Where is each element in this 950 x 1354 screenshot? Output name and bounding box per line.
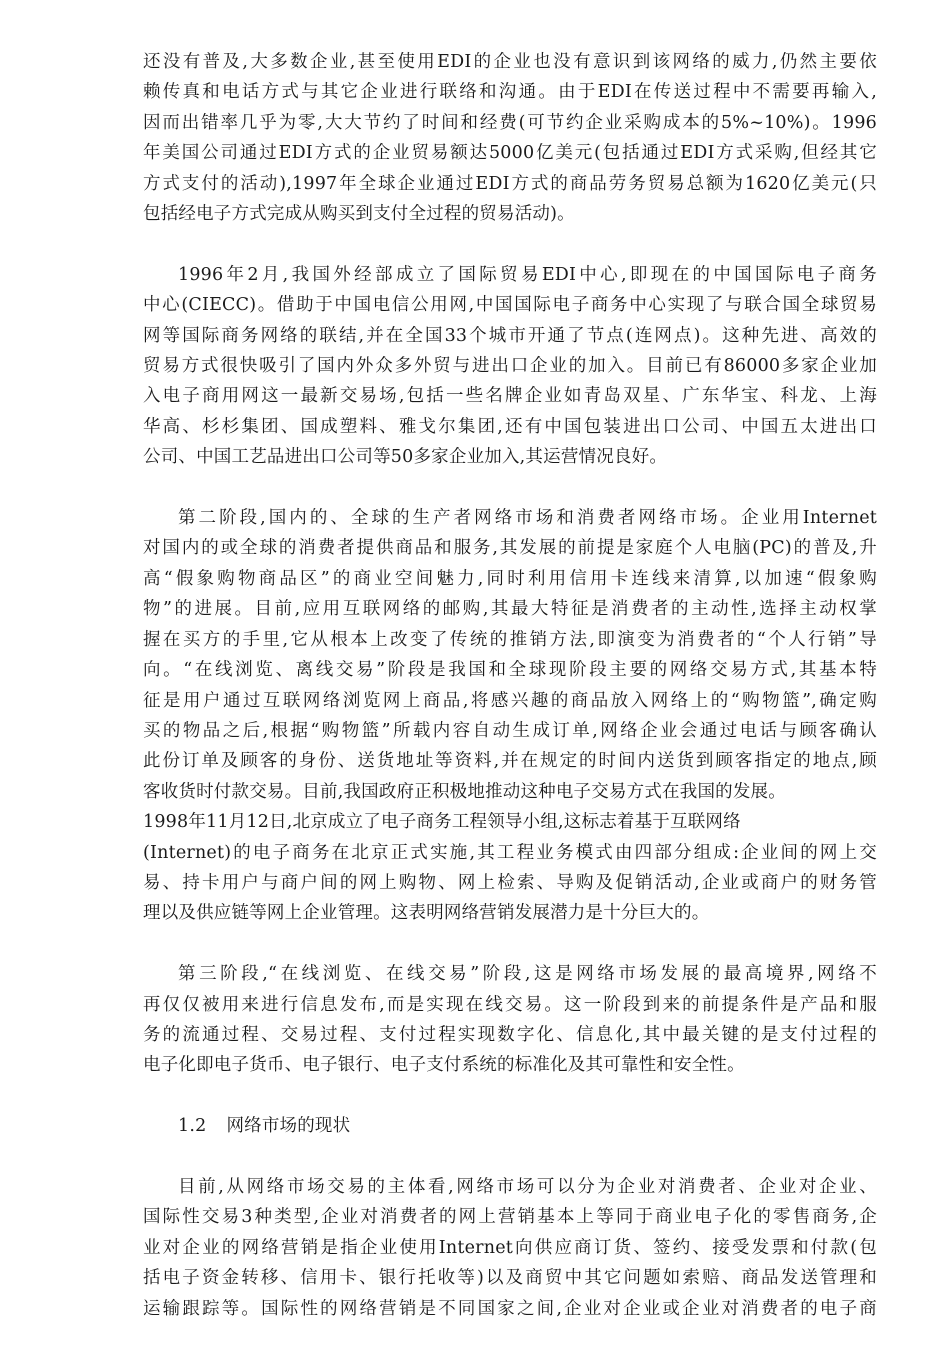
- text-line: 此份订单及顾客的身份、送货地址等资料,并在规定的时间内送货到顾客指定的地点,顾: [143, 751, 877, 772]
- text-line: 第三阶段,“在线浏览、在线交易”阶段,这是网络市场发展的最高境界,网络不: [178, 964, 877, 985]
- text-line: 入电子商用网这一最新交易场,包括一些名牌企业如青岛双星、广东华宝、科龙、上海: [143, 386, 877, 407]
- text-line: 贸易方式很快吸引了国内外众多外贸与进出口企业的加入。目前已有86000多家企业加: [143, 356, 877, 377]
- paragraph-market-status: [143, 1172, 877, 1324]
- text-line: (Internet)的电子商务在北京正式实施,其工程业务模式由四部分组成:企业间的网上交: [143, 842, 877, 863]
- text-line: 还没有普及,大多数企业,甚至使用EDI的企业也没有意识到该网络的威力,仍然主要依: [143, 52, 877, 72]
- text-line: 国际性交易3种类型,企业对消费者的网上营销基本上等同于商业电子化的零售商务,企: [143, 1207, 877, 1228]
- text-line: 理以及供应链等网上企业管理。这表明网络营销发展潜力是十分巨大的。: [143, 903, 710, 924]
- text-line: 再仅仅被用来进行信息发布,而是实现在线交易。这一阶段到来的前提条件是产品和服: [143, 994, 877, 1015]
- text-line: 客收货时付款交易。目前,我国政府正积极地推动这种电子交易方式在我国的发展。: [143, 781, 786, 802]
- text-line: 网等国际商务网络的联结,并在全国33个城市开通了节点(连网点)。这种先进、高效的: [143, 325, 877, 346]
- text-line: 1996年2月,我国外经部成立了国际贸易EDI中心,即现在的中国国际电子商务: [178, 264, 877, 285]
- text-line: 握在买方的手里,它从根本上改变了传统的推销方法,即演变为消费者的“个人行销”导: [143, 629, 877, 650]
- text-line: 运输跟踪等。国际性的网络营销是不同国家之间,企业对企业或企业对消费者的电子商: [143, 1298, 877, 1319]
- text-line: 公司、中国工艺品进出口公司等50多家企业加入,其运营情况良好。: [143, 447, 668, 468]
- text-line: 买的物品之后,根据“购物篮”所载内容自动生成订单,网络企业会通过电话与顾客确认: [143, 720, 877, 741]
- text-line: 赖传真和电话方式与其它企业进行联络和沟通。由于EDI在传送过程中不需要再输入,: [143, 82, 877, 103]
- text-line: 方式支付的活动),1997年全球企业通过EDI方式的商品劳务贸易总额为1620亿美元(只: [143, 173, 877, 194]
- text-line: 向。“在线浏览、离线交易”阶段是我国和全球现阶段主要的网络交易方式,其基本特: [143, 660, 877, 681]
- text-line: 高“假象购物商品区”的商业空间魅力,同时利用信用卡连线来清算,以加速“假象购: [143, 568, 877, 589]
- text-line: 业对企业的网络营销是指企业使用Internet向供应商订货、签约、接受发票和付款(包: [143, 1237, 877, 1258]
- paragraph-ciecc: [143, 260, 877, 473]
- text-line: 务的流通过程、交易过程、支付过程实现数字化、信息化,其中最关键的是支付过程的: [143, 1024, 877, 1045]
- text-line: 年美国公司通过EDI方式的企业贸易额达5000亿美元(包括通过EDI方式采购,但经其它: [143, 143, 877, 164]
- section-title: 网络市场的现状: [226, 1116, 351, 1137]
- paragraph-stage-three: [143, 959, 877, 1081]
- text-line: 征是用户通过互联网络浏览网上商品,将感兴趣的商品放入网络上的“购物篮”,确定购: [143, 690, 877, 711]
- text-line: 电子化即电子货币、电子银行、电子支付系统的标准化及其可靠性和安全性。: [143, 1055, 745, 1076]
- text-line: 易、持卡用户与商户间的网上购物、网上检索、导购及促销活动,企业或商户的财务管: [143, 872, 877, 893]
- text-line: 华高、杉杉集团、国成塑料、雅戈尔集团,还有中国包装进出口公司、中国五太进出口: [143, 416, 877, 437]
- text-line: 物”的进展。目前,应用互联网络的邮购,其最大特征是消费者的主动性,选择主动权掌: [143, 599, 877, 620]
- text-line: 第二阶段,国内的、全球的生产者网络市场和消费者网络市场。企业用Internet: [178, 508, 877, 529]
- text-line: 括电子资金转移、信用卡、银行托收等)以及商贸中其它问题如索赔、商品发送管理和: [143, 1268, 877, 1289]
- paragraph-edi-history: [143, 47, 877, 229]
- section-number: 1.2: [178, 1116, 207, 1137]
- paragraph-stage-two: [143, 503, 877, 929]
- text-line: 目前,从网络市场交易的主体看,网络市场可以分为企业对消费者、企业对企业、: [178, 1176, 877, 1197]
- text-line: 因而出错率几乎为零,大大节约了时间和经费(可节约企业采购成本的5%~10%)。1996: [143, 112, 877, 133]
- text-line: 包括经电子方式完成从购买到支付全过程的贸易活动)。: [143, 204, 575, 225]
- document-page: [143, 47, 877, 1354]
- text-line: 对国内的或全球的消费者提供商品和服务,其发展的前提是家庭个人电脑(PC)的普及,升: [143, 538, 877, 559]
- text-line: 1998年11月12日,北京成立了电子商务工程领导小组,这标志着基于互联网络: [143, 812, 741, 833]
- text-line: 中心(CIECC)。借助于中国电信公用网,中国国际电子商务中心实现了与联合国全球贸易: [143, 295, 877, 316]
- section-heading: [143, 1111, 877, 1141]
